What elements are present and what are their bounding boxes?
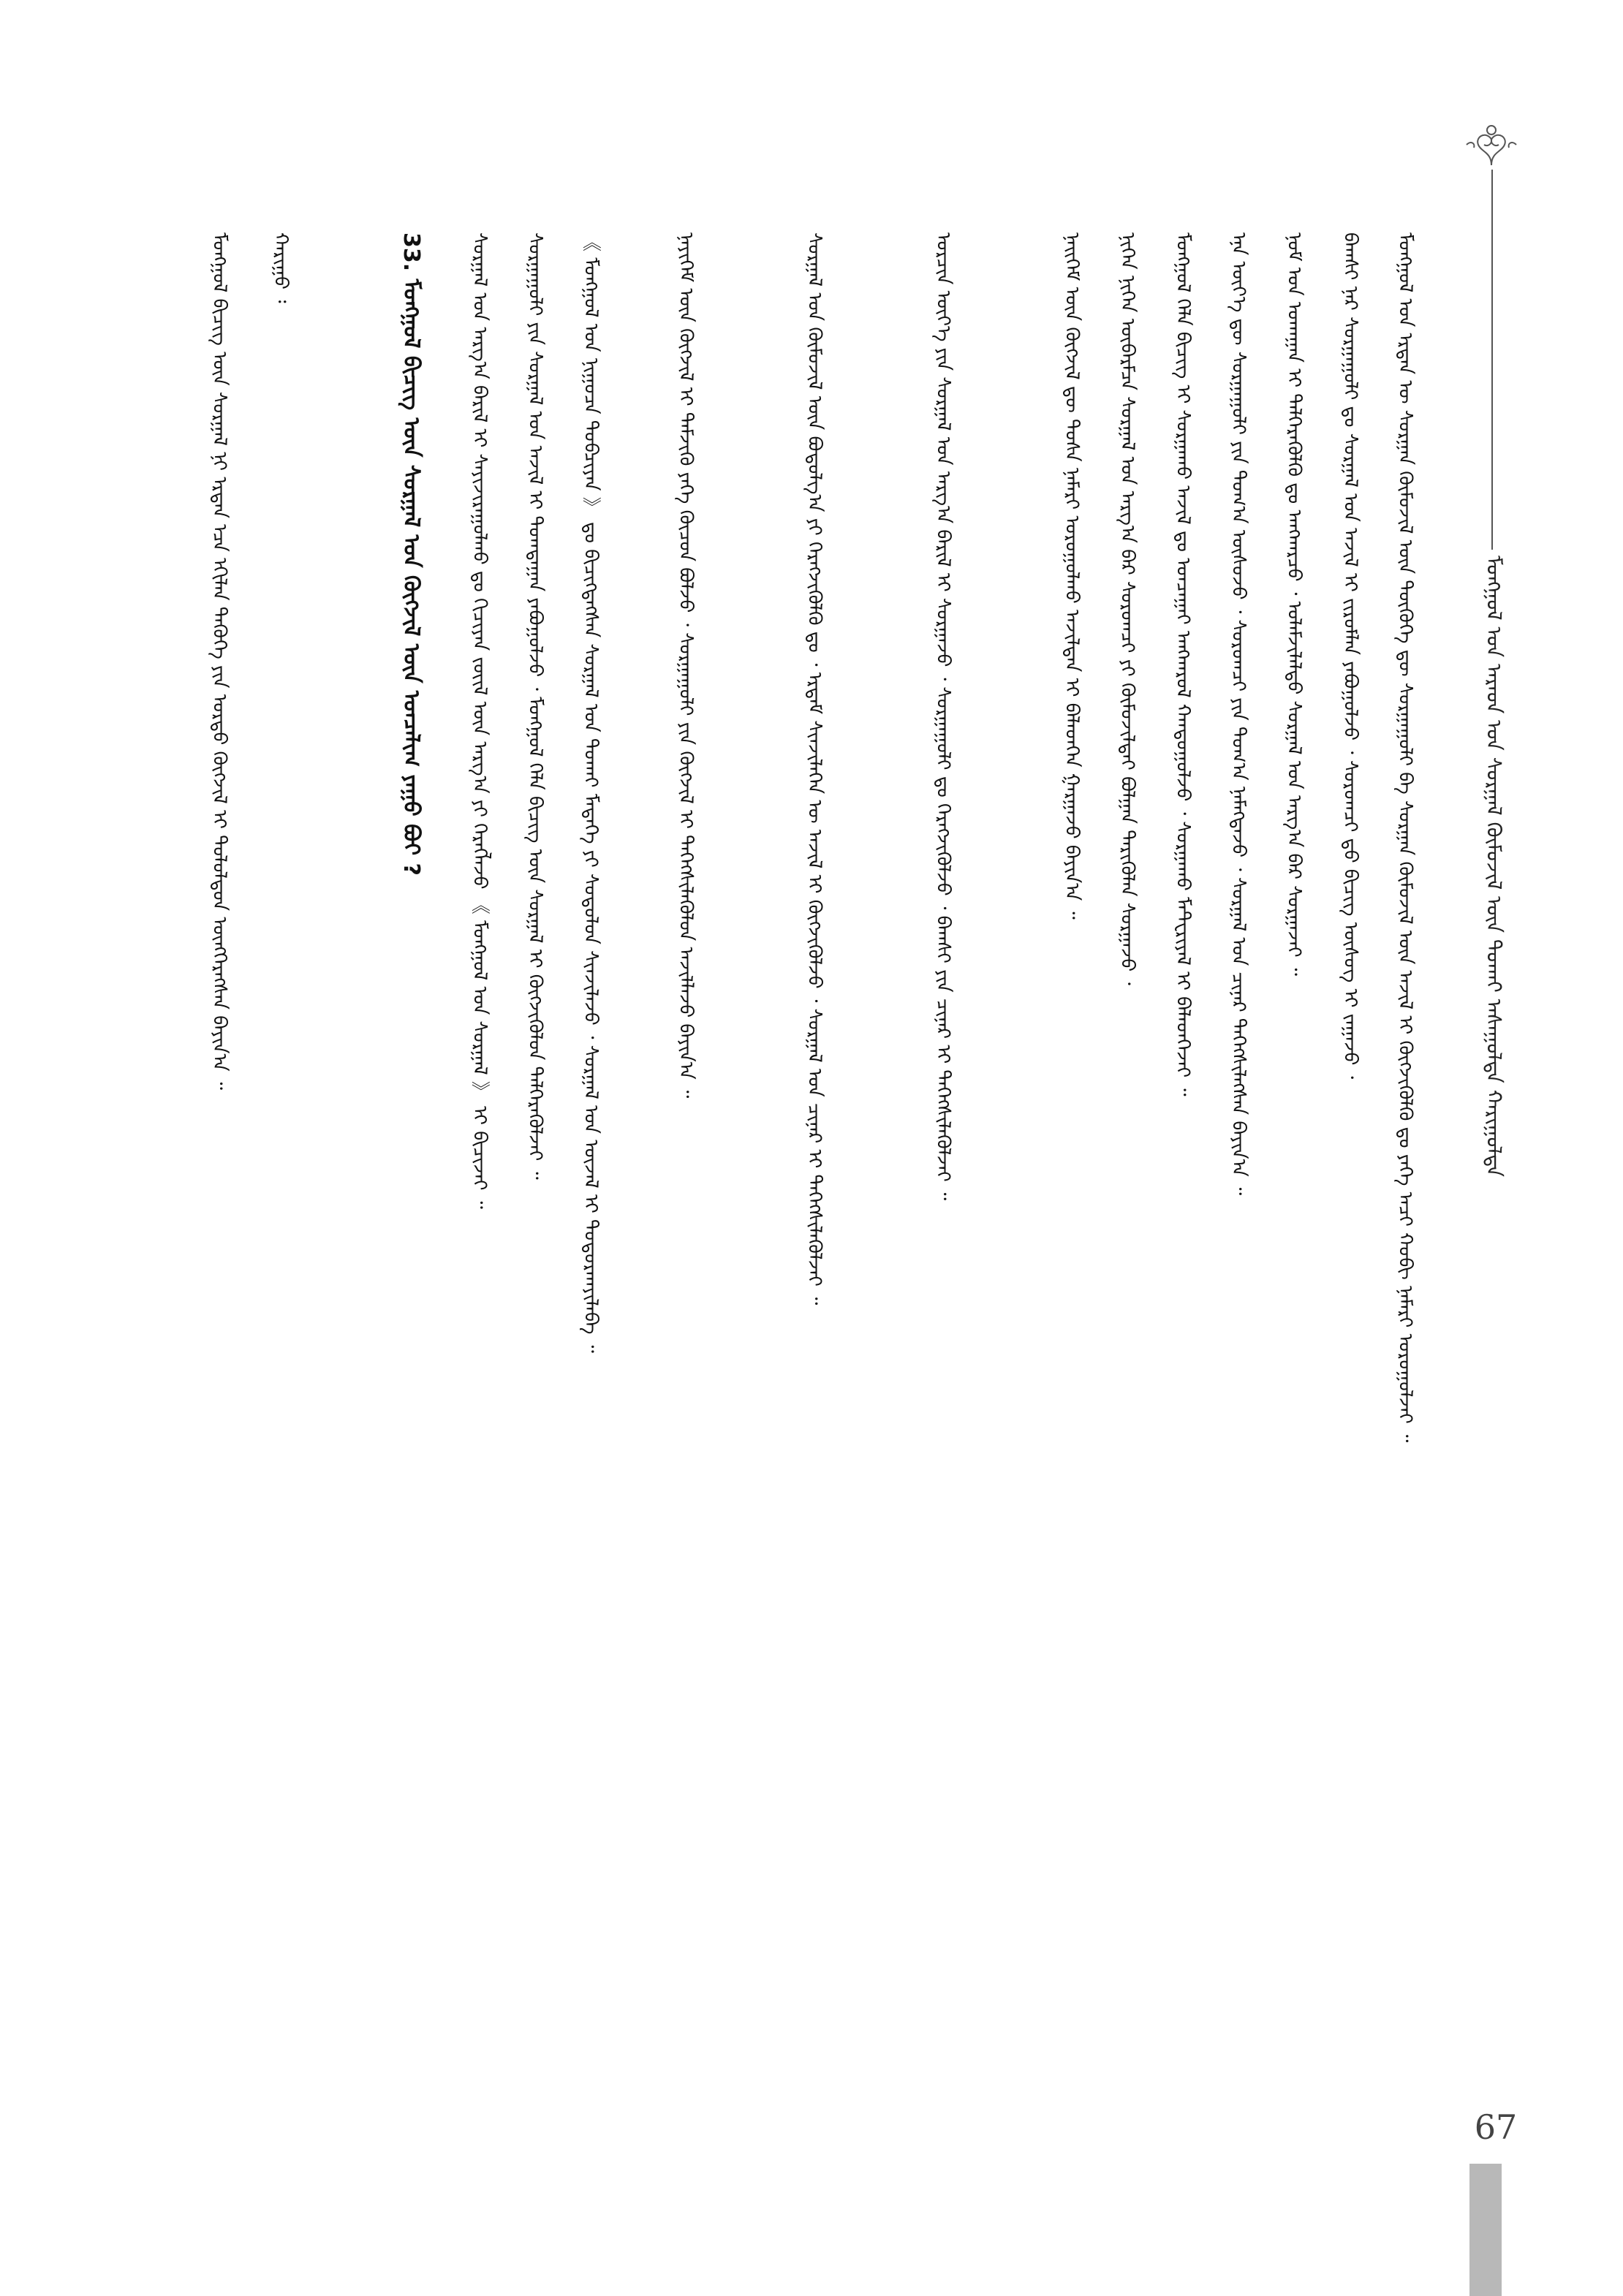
text-column-6: ᠨᠢᠭᠡᠨ ᠨᠢᠭᠡᠨ ᠥᠪᠡᠷᠮᠴᠡ ᠰᠤᠷᠭᠠᠯ ᠤᠨ ᠠᠷᠭ᠎ᠠ ᠪᠠᠷ ᠰᠤᠷᠤᠭᠴᠢ ᠶᠢ ᠬᠦᠮᠦᠵᠢᠯᠲᠡᠢ ᠪᠣᠯᠭᠠᠨ ᠲᠡᠷᠢᠭᠦᠯᠡᠨ ᠰᠤᠷᠭᠠᠵᠤ ᠂ [1116,232,1138,985]
page-edge-tab [1469,2164,1502,2296]
decorative-ornament-icon [1459,123,1524,167]
text-column-4: ᠡᠨᠡ ᠦᠶ᠎ᠡ ᠳᠦ ᠰᠤᠷᠭᠠᠭᠤᠯᠢ ᠶᠢᠨ ᠲᠣᠭ᠎ᠠ ᠥᠰᠦᠵᠦ ᠂ ᠰᠤᠷᠤᠭᠴᠢ ᠶᠢᠨ ᠲᠣᠭ᠎ᠠ ᠨᠡᠮᠡᠭᠳᠡᠵᠦ ᠂ ᠰᠤᠷᠭᠠᠯ ᠤᠨ ᠴᠢᠨᠠᠷ ᠳᠡᠭᠡᠭᠰᠢᠯᠡᠭᠰᠡᠨ ᠪᠠᠶᠢᠨ᠎ᠠ ᠃ [1227,232,1249,1196]
answer-label: ᠬᠠᠷᠢᠭᠤ ᠄ [270,232,292,303]
text-column-5: ᠮᠣᠩᠭᠣᠯ ᠬᠡᠯᠡ ᠪᠢᠴᠢᠭ ᠢ ᠰᠤᠷᠭᠠᠬᠤ ᠠᠵᠢᠯ ᠳᠤ ᠣᠨᠴᠠᠭᠠᠢ ᠠᠩᠬᠠᠷᠤᠯ ᠬᠠᠨᠳᠤᠭᠤᠯᠵᠤ ᠂ ᠰᠤᠷᠭᠠᠬᠤ ᠮᠠᠲᠧᠷᠢᠶᠠᠯ ᠢ ᠪᠡᠯᠡᠳᠬᠡᠵᠡᠢ ᠃ [1172,232,1194,1096]
running-header-title: ᠮᠣᠩᠭᠣᠯ ᠤᠨ ᠠᠷᠠᠳ ᠤᠨ ᠰᠤᠷᠭᠠᠯ ᠬᠥᠮᠦᠵᠢᠯ ᠦᠨ ᠲᠤᠬᠠᠢ ᠠᠰᠠᠭᠤᠯᠲᠠ ᠬᠠᠷᠢᠭᠤᠯᠲᠠ [1482,556,1506,1178]
text-column-13: ᠰᠤᠷᠭᠠᠯ ᠤᠨ ᠠᠷᠭ᠎ᠠ ᠪᠠᠷᠢᠯ ᠢ ᠰᠠᠶᠢᠵᠢᠷᠠᠭᠤᠯᠬᠤ ᠳᠤ ᠬᠢᠴᠢᠶᠡᠨ ᠵᠦᠢᠯ ᠦᠨ ᠠᠷᠭ᠎ᠠ ᠶᠢ ᠬᠡᠷᠡᠭᠯᠡᠵᠦ 《 ᠮᠣᠩᠭᠣᠯ ᠤᠨ ᠰᠤᠷᠭᠠᠯ 》 ᠢ ᠪᠢᠴᠢᠵᠡᠢ ᠃ [469,232,491,1209]
text-column-2: ᠪᠠᠭᠰᠢ ᠨᠠᠷ ᠰᠤᠷᠭᠠᠭᠤᠯᠢ ᠳᠤ ᠰᠤᠷᠭᠠᠯ ᠤᠨ ᠠᠵᠢᠯ ᠢ ᠵᠢᠷᠤᠮᠯᠠᠨ ᠶᠠᠪᠤᠭᠤᠯᠵᠤ ᠂ ᠰᠤᠷᠤᠭᠴᠢ ᠳ᠋ᠤ ᠪᠢᠴᠢᠭ ᠦᠰᠦᠭ ᠢ ᠵᠠᠭᠠᠵᠤ ᠂ [1339,232,1361,1080]
text-column-answer: ᠮᠣᠩᠭᠣᠯ ᠪᠢᠴᠢᠭ ᠦᠨ ᠰᠤᠷᠭᠠᠯ ᠨᠢ ᠡᠷᠲᠡᠨ ᠡᠴᠡ ᠡᠬᠢᠯᠡᠨ ᠲᠡᠭᠦᠬᠡ ᠶᠢᠨ ᠤᠷᠲᠤ ᠬᠥᠭᠵᠢᠯ ᠢ ᠲᠤᠯᠤᠯᠳᠤᠨ ᠥᠩᠭᠡᠷᠡᠭᠰᠡᠨ ᠪᠠᠶᠢᠨ᠎ᠠ ᠃ [208,232,230,1091]
text-column-7: ᠨᠡᠢᠭᠡᠮ ᠦᠨ ᠬᠥᠭᠵᠢᠯ ᠳᠦ ᠲᠤᠰᠠ ᠨᠡᠮᠡᠷᠢ ᠣᠷᠤᠭᠤᠯᠬᠤ ᠠᠵᠢᠯᠲᠠᠨ ᠢ ᠪᠡᠯᠡᠳᠬᠡᠨ ᠭᠠᠷᠭᠠᠵᠤ ᠪᠠᠶᠢᠨ᠎ᠠ ᠃ [1061,232,1083,920]
header-rule [1491,170,1493,550]
page-number: 67 [1474,2107,1518,2147]
text-column-12: ᠰᠤᠷᠭᠠᠭᠤᠯᠢ ᠶᠢᠨ ᠰᠤᠷᠭᠠᠯ ᠤᠨ ᠠᠵᠢᠯ ᠢ ᠲᠣᠭᠲᠠᠭᠠᠨ ᠶᠠᠪᠤᠭᠤᠯᠵᠤ ᠂ ᠮᠣᠩᠭᠣᠯ ᠬᠡᠯᠡ ᠪᠢᠴᠢᠭ ᠦᠨ ᠰᠤᠷᠭᠠᠯ ᠢ ᠬᠥᠭᠵᠢᠭᠦᠯᠦᠨ ᠳᠡᠯᠭᠡᠷᠡᠭᠦᠯᠵᠡᠢ ᠃ [524,232,546,1180]
text-column-10: ᠨᠡᠶᠢᠭᠡᠮ ᠦᠨ ᠬᠥᠭᠵᠢᠯ ᠢ ᠳᠡᠮᠵᠢᠬᠦ ᠶᠡᠬᠡ ᠬᠦᠴᠦᠨ ᠪᠣᠯᠵᠤ ᠂ ᠰᠤᠷᠭᠠᠭᠤᠯᠢ ᠶᠢᠨ ᠬᠥᠭᠵᠢᠯ ᠢ ᠳᠡᠭᠡᠭᠰᠢᠯᠡᠭᠦᠯᠦᠨ ᠠᠵᠢᠯᠯᠠᠵᠤ ᠪᠠᠶᠢᠨ᠎ᠠ ᠃ [675,232,697,1099]
question-heading: 33. ᠮᠣᠩᠭᠣᠯ ᠪᠢᠴᠢᠭ ᠦᠨ ᠰᠤᠷᠭᠠᠯ ᠤᠨ ᠬᠥᠭᠵᠢᠯ ᠦᠨ ᠣᠨᠴᠠᠯᠢᠭ ᠶᠠᠭᠤ ᠪᠤᠢ ? [398,232,424,876]
text-column-3: ᠨᠣᠮ ᠤᠨ ᠤᠬᠠᠭᠠᠨ ᠢ ᠳᠡᠯᠭᠡᠷᠡᠭᠦᠯᠬᠦ ᠳᠤ ᠠᠨᠭᠬᠠᠷᠴᠤ ᠂ ᠤᠯᠠᠮᠵᠢᠯᠠᠯᠲᠤ ᠰᠤᠷᠭᠠᠯ ᠤᠨ ᠠᠷᠭ᠎ᠠ ᠪᠠᠷ ᠰᠤᠷᠭᠠᠵᠠᠢ ᠃ [1283,232,1305,976]
text-column-11: 《 ᠮᠣᠩᠭᠣᠯ ᠤᠨ ᠨᠢᠭᠤᠴᠠ ᠲᠣᠪᠴᠢᠶᠠᠨ 》 ᠳᠤ ᠪᠢᠴᠢᠭᠳᠡᠭᠰᠡᠨ ᠰᠤᠷᠭᠠᠯ ᠤᠨ ᠲᠤᠬᠠᠢ ᠮᠡᠳᠡᠭᠡ ᠶᠢ ᠰᠤᠳᠤᠯᠤᠨ ᠰᠢᠨᠵᠢᠯᠡᠵᠦ ᠂ ᠰᠤᠷᠭᠠᠯ ᠤᠨ ᠦᠵᠡᠯ ᠢ ᠲᠣᠳᠤᠷᠬᠠᠶᠢᠯᠠᠪᠠ ᠃ [580,232,602,1353]
text-column-8: ᠣᠷᠴᠢᠨ ᠦᠶ᠎ᠡ ᠶᠢᠨ ᠰᠤᠷᠭᠠᠯ ᠤᠨ ᠠᠷᠭ᠎ᠠ ᠪᠠᠷᠢᠯ ᠢ ᠰᠤᠷᠭᠠᠵᠤ ᠂ ᠰᠤᠷᠭᠠᠭᠤᠯᠢ ᠳᠤ ᠬᠡᠷᠡᠭᠵᠢᠭᠦᠯᠵᠦ ᠂ ᠪᠠᠭᠰᠢ ᠶᠢᠨ ᠴᠢᠨᠠᠷ ᠢ ᠳᠡᠭᠡᠭᠰᠢᠯᠡᠭᠦᠯᠵᠡᠢ ᠃ [932,232,954,1201]
text-column-9: ᠰᠤᠷᠭᠠᠯ ᠤᠨ ᠬᠦᠮᠦᠵᠢᠯ ᠦᠨ ᠪᠣᠳᠣᠯᠭ᠎ᠠ ᠶᠢ ᠬᠡᠷᠡᠭᠵᠢᠭᠦᠯᠬᠦ ᠳᠤ ᠂ ᠡᠷᠳᠡᠮ ᠰᠢᠨᠵᠢᠯᠡᠭᠡᠨ ᠦ ᠠᠵᠢᠯ ᠢ ᠬᠥᠭᠵᠢᠭᠦᠯᠵᠦ ᠂ ᠰᠤᠷᠭᠠᠯ ᠤᠨ ᠴᠢᠨᠠᠷ ᠢ ᠳᠡᠭᠡᠭᠰᠢᠯᠡᠭᠦᠯᠵᠡᠢ ᠃ [803,232,825,1306]
text-column-1: ᠮᠣᠩᠭᠣᠯ ᠤᠨ ᠡᠷᠲᠡᠨ ᠦ ᠰᠤᠷᠭᠠᠨ ᠬᠥᠮᠦᠵᠢᠯ ᠦᠨ ᠲᠦᠭᠦᠬᠡ ᠳᠦ ᠰᠤᠷᠭᠠᠭᠤᠯᠢ ᠪᠠ ᠰᠤᠷᠭᠠᠨ ᠬᠥᠮᠦᠵᠢᠯ ᠦᠨ ᠠᠵᠢᠯ ᠢ ᠬᠥᠭᠵᠢᠭᠦᠯᠬᠦ ᠳᠤ ᠶᠡᠬᠡ ᠠᠴᠢ ᠬᠤᠪᠢ ᠨᠡᠮᠡᠷᠢ ᠣᠷᠤᠭᠤᠯᠵᠠᠢ ᠃ [1394,232,1416,1443]
